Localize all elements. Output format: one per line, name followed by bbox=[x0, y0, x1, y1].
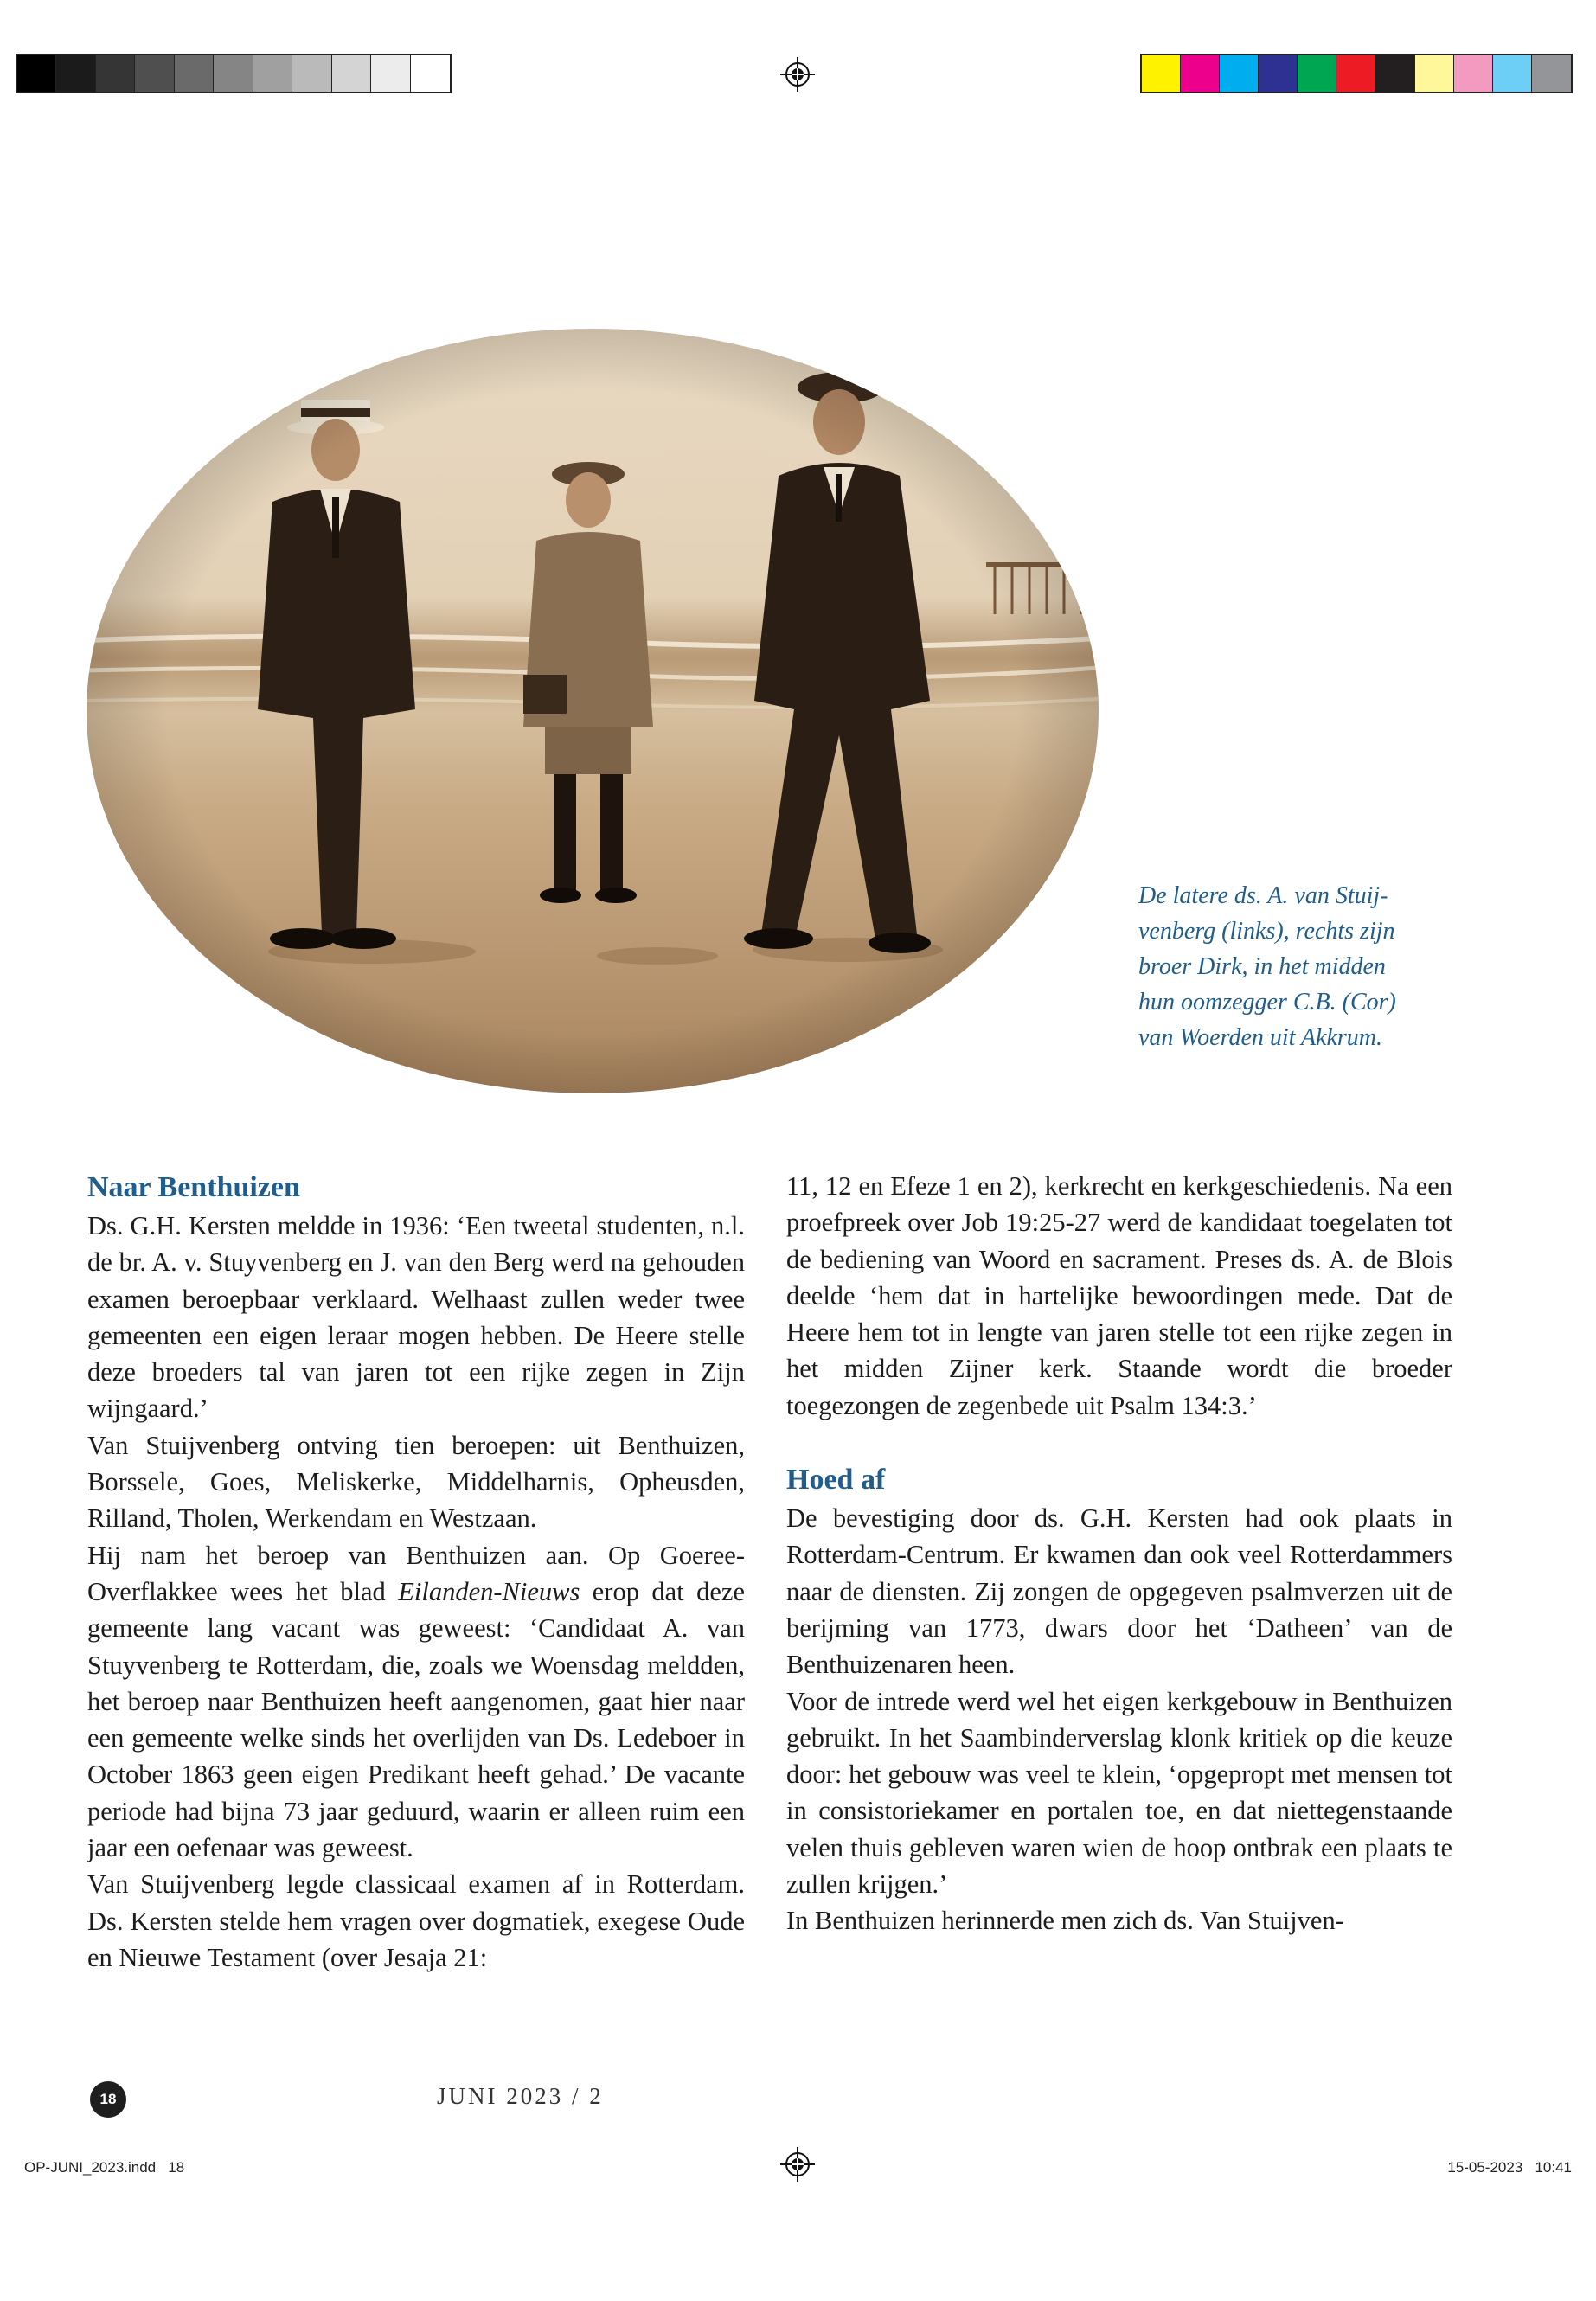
paragraph: Ds. G.H. Kersten meldde in 1936: ‘Een tweetal studenten, n.l. de br. A. v. Stuyvenberg en J. van den Berg werd na gehouden examen beroepbaar verklaard. Welhaast zullen weder twee gemeenten een eigen leraar mogen hebben. De Heere stelle deze broeders tal van jaren tot een rijke zegen in Zijn wijngaard.’ bbox=[87, 1211, 745, 1424]
color-calibration-bar bbox=[1140, 54, 1573, 93]
article-column-right bbox=[786, 1168, 1452, 1939]
paragraph bbox=[87, 1537, 745, 1867]
gray-swatch bbox=[214, 55, 253, 92]
color-swatch bbox=[1493, 55, 1532, 92]
caption-line: hun oomzegger C.B. (Cor) bbox=[1138, 989, 1396, 1016]
color-swatch bbox=[1298, 55, 1336, 92]
issue-label: JUNI 2023 / 2 bbox=[437, 2083, 604, 2109]
color-swatch bbox=[1142, 55, 1181, 92]
photo-caption bbox=[1138, 878, 1484, 1055]
newspaper-title: Eilanden-Nieuws bbox=[398, 1576, 580, 1606]
gray-swatch bbox=[175, 55, 214, 92]
slug-date-info: 15-05-2023 10:41 bbox=[1447, 2159, 1572, 2176]
caption-line: De latere ds. A. van Stuij- bbox=[1138, 882, 1388, 909]
paragraph-text: Hij nam het beroep van Benthuizen aan. Op Goeree-Overflakkee wees het blad bbox=[87, 1540, 745, 1606]
paragraph: De bevestiging door ds. G.H. Kersten had ook plaats in Rotterdam-Centrum. Er kwamen dan ook veel Rotterdammers naar de diensten. Zij zongen de opgegeven psalmverzen uit de berijming van 1773, dwars door het ‘Datheen’ van de Benthuizenaren heen. bbox=[786, 1503, 1452, 1680]
gray-swatch bbox=[371, 55, 410, 92]
caption-line: venberg (links), rechts zijn bbox=[1138, 918, 1395, 945]
paragraph: 11, 12 en Efeze 1 en 2), kerkrecht en kerkgeschiedenis. Na een proefpreek over Job 19:25-27 werd de kandidaat toegelaten tot de bediening van Woord en sacrament. Preses ds. A. de Blois deelde ‘hem dat in hartelijke bewoordingen mede. Dat de Heere hem tot in lengte van jaren stelle tot een rijke zegen in het midden Zijner kerk. Staande wordt die broeder toegezongen de zegenbede uit Psalm 134:3.’ bbox=[786, 1171, 1452, 1420]
color-swatch bbox=[1259, 55, 1298, 92]
color-swatch bbox=[1375, 55, 1414, 92]
sepia-photo-three-men-on-beach bbox=[87, 329, 1099, 1094]
section-heading-naar-benthuizen: Naar Benthuizen bbox=[87, 1171, 300, 1203]
paragraph: Van Stuijvenberg legde classicaal examen af in Rotterdam. Ds. Kersten stelde hem vragen over dogmatiek, exegese Oude en Nieuwe Testament (over Jesaja 21: bbox=[87, 1869, 745, 1972]
gray-swatch bbox=[96, 55, 135, 92]
gray-swatch bbox=[253, 55, 292, 92]
gray-swatch bbox=[56, 55, 95, 92]
gray-calibration-bar bbox=[16, 54, 452, 93]
color-swatch bbox=[1181, 55, 1220, 92]
color-swatch bbox=[1454, 55, 1493, 92]
section-spacer bbox=[786, 1424, 1452, 1460]
color-swatch bbox=[1336, 55, 1375, 92]
color-swatch bbox=[1220, 55, 1259, 92]
article-column-left bbox=[87, 1168, 745, 1976]
gray-swatch bbox=[411, 55, 450, 92]
paragraph: Voor de intrede werd wel het eigen kerkgebouw in Benthuizen gebruikt. In het Saambinderverslag klonk kritiek op die keuze door: het gebouw was veel te klein, ‘opgepropt met mensen tot in consistoriekamer en portalen toe, en dat niettegenstaande velen thuis gebleven waren wien de hoop ontbrak een plaats te zullen krijgen.’ bbox=[786, 1686, 1452, 1900]
gray-swatch bbox=[292, 55, 331, 92]
color-swatch bbox=[1532, 55, 1571, 92]
section-heading-hoed-af: Hoed af bbox=[786, 1464, 886, 1497]
color-swatch bbox=[1415, 55, 1454, 92]
page-number-badge: 18 bbox=[90, 2081, 126, 2118]
slug-file-info: OP-JUNI_2023.indd 18 bbox=[24, 2159, 185, 2176]
gray-swatch bbox=[135, 55, 174, 92]
paragraph: Van Stuijvenberg ontving tien beroepen: uit Benthuizen, Borssele, Goes, Meliskerke, Middelharnis, Opheusden, Rilland, Tholen, Werkendam en Westzaan. bbox=[87, 1430, 745, 1534]
paragraph: In Benthuizen herinnerde men zich ds. Van Stuijven- bbox=[786, 1906, 1344, 1936]
registration-mark-bottom-icon bbox=[780, 2147, 815, 2182]
gray-swatch bbox=[332, 55, 371, 92]
caption-line: broer Dirk, in het midden bbox=[1138, 953, 1386, 980]
gray-swatch bbox=[17, 55, 56, 92]
caption-line: van Woerden uit Akkrum. bbox=[1138, 1024, 1383, 1051]
registration-mark-top-icon bbox=[780, 57, 815, 92]
paragraph-text: erop dat deze gemeente lang vacant was geweest: ‘Candidaat A. van Stuyvenberg te Rotterdam, die, zoals we Woensdag meldden, het beroep naar Benthuizen heeft aangenomen, gaat hier naar een gemeente welke sinds het overlijden van Ds. Ledeboer in October 1863 geen eigen Predikant heeft gehad.’ De vacante periode had bijna 73 jaar geduurd, waarin er alleen ruim een jaar een oefenaar was geweest. bbox=[87, 1576, 745, 1863]
